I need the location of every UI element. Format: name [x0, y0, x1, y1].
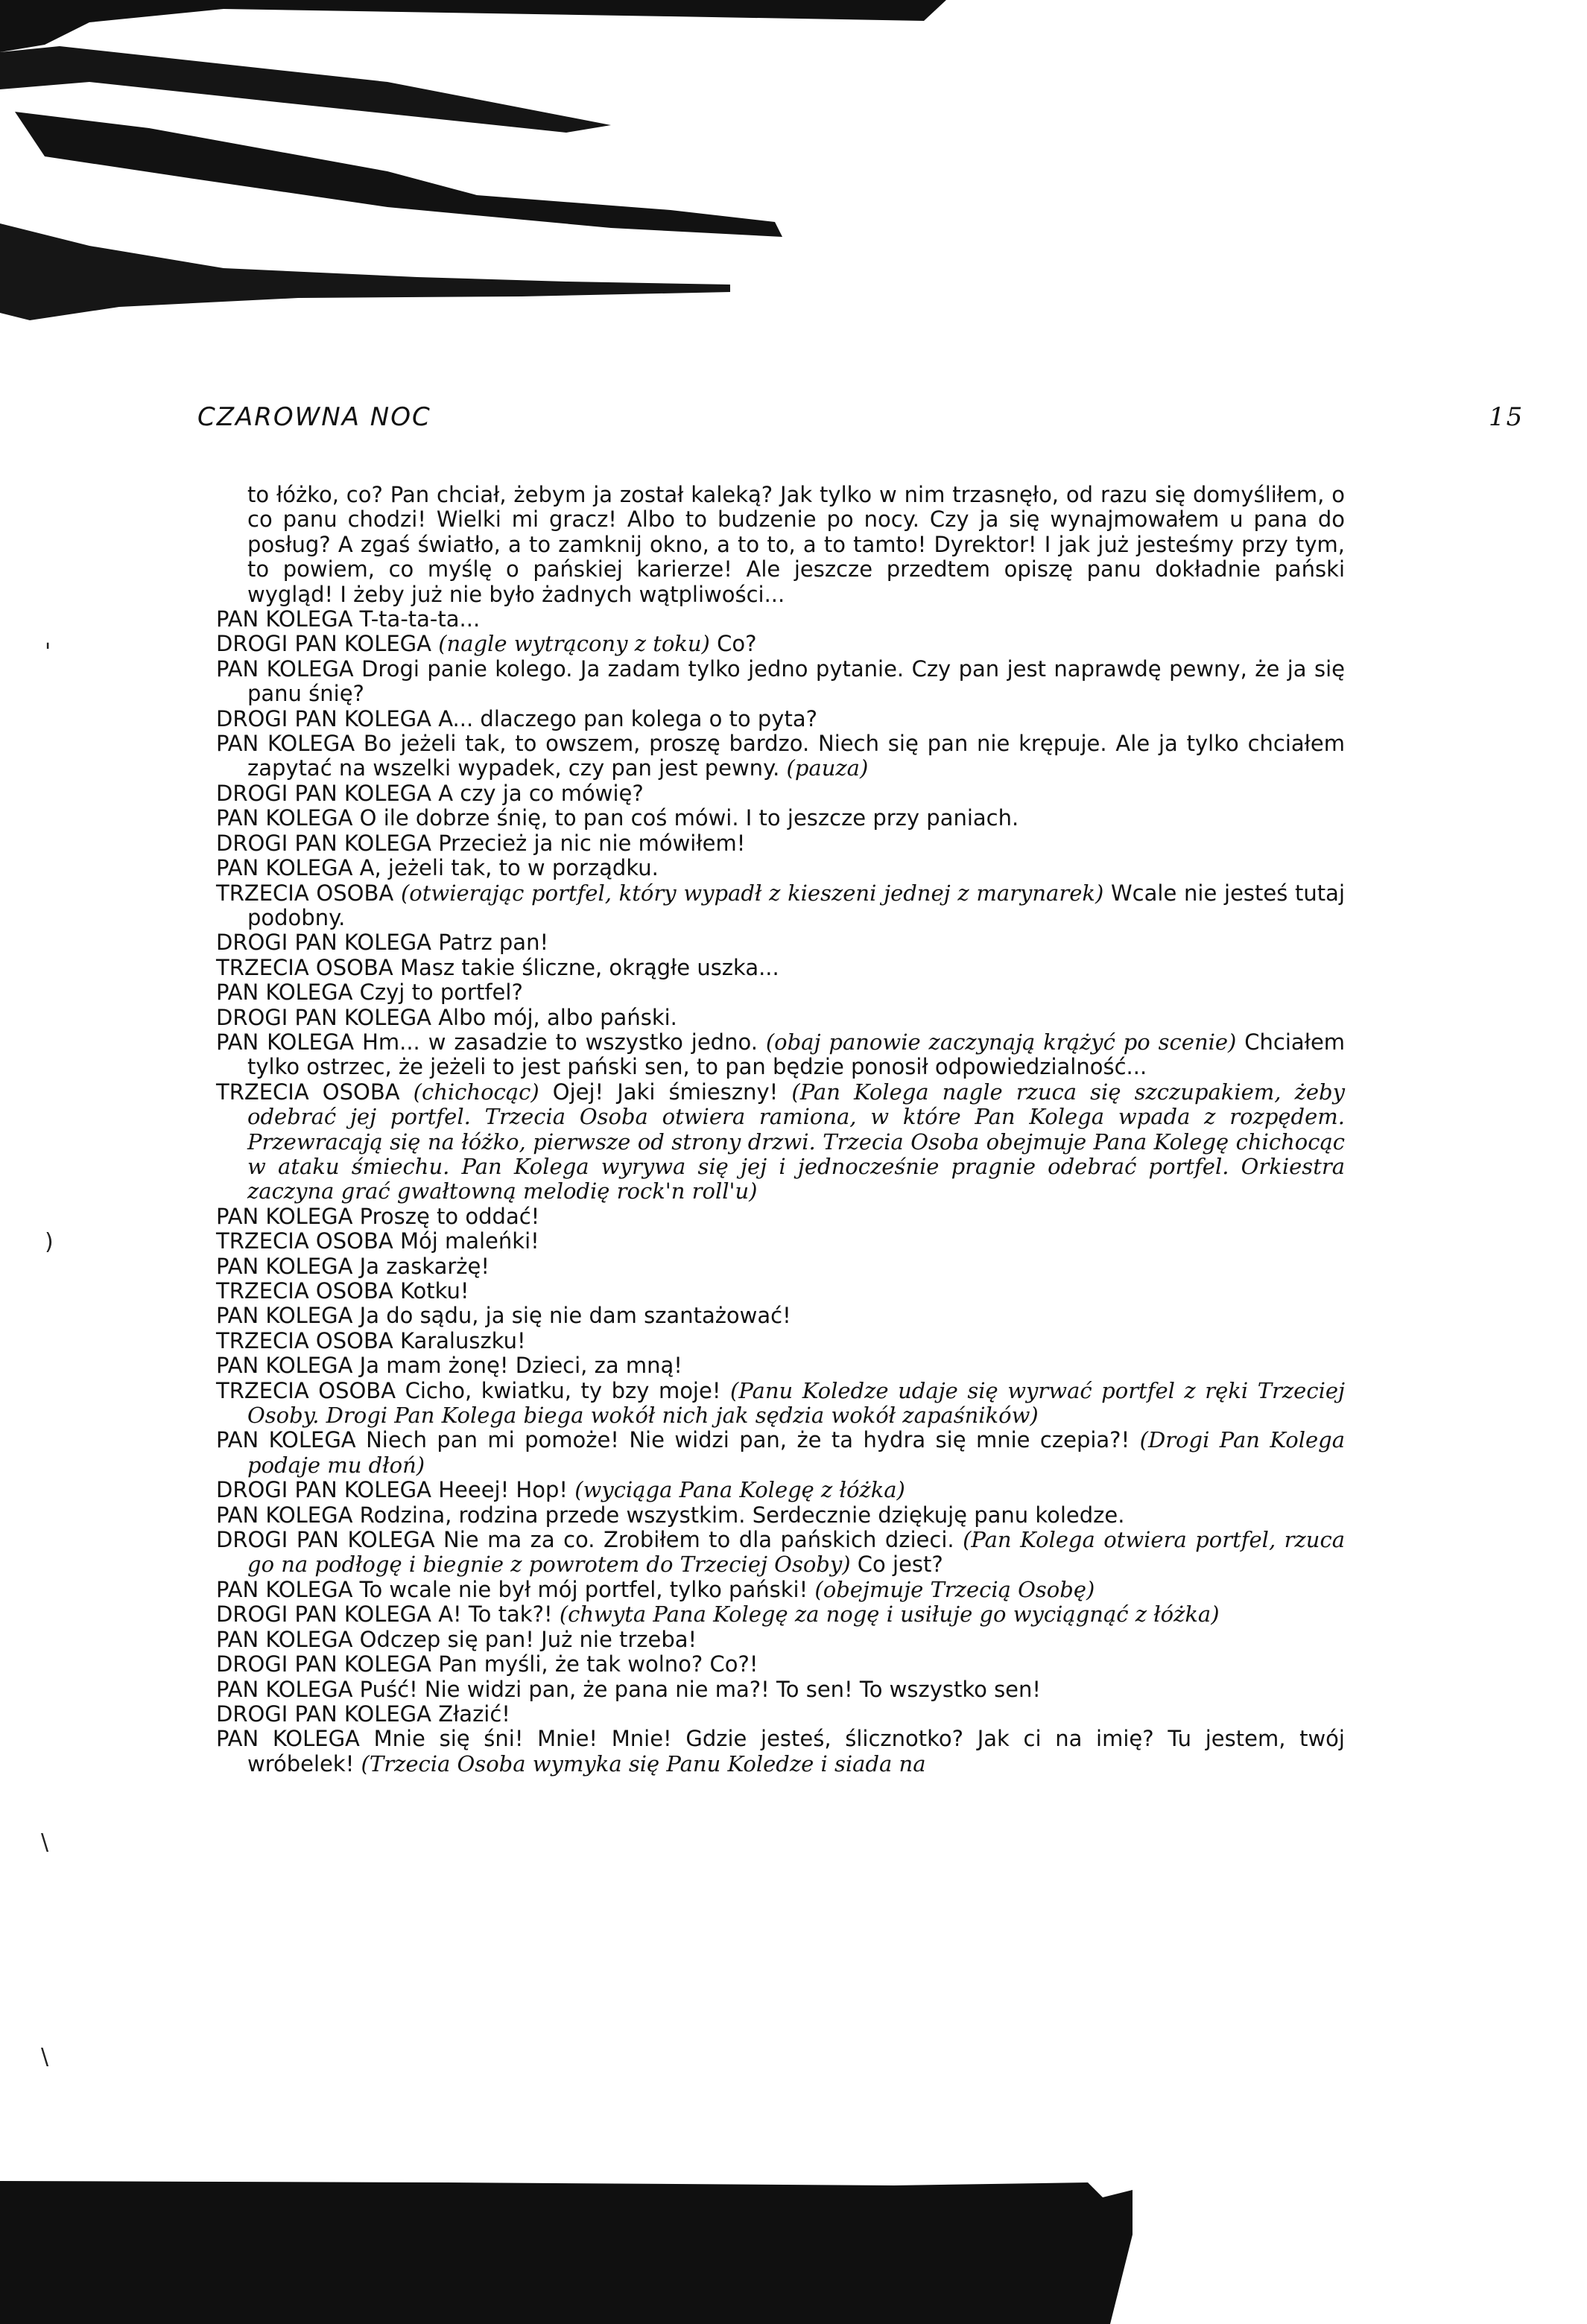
- speaker-name: PAN KOLEGA: [216, 1427, 356, 1453]
- line-text: Ja mam żonę! Dzieci, za mną!: [359, 1353, 682, 1379]
- margin-mark: \: [41, 1829, 49, 1855]
- speaker-name: TRZECIA OSOBA: [216, 1327, 393, 1353]
- line-text: Wcale nie jesteś tutaj podobny.: [247, 880, 1346, 930]
- stage-direction: (Pan Kolega otwiera portfel, rzuca go na podłogę i biegnie z powrotem do Trzeciej Osoby): [247, 1527, 1346, 1578]
- line-text: Niech pan mi pomoże! Nie widzi pan, że ta hydra się mnie czepia?!: [366, 1427, 1130, 1453]
- stage-direction: (chichocąc): [413, 1079, 539, 1105]
- bottom-edge-shadow: [0, 2181, 1133, 2324]
- running-head: [0, 402, 1587, 447]
- top-edge-shadow: [0, 0, 946, 52]
- speaker-name: PAN KOLEGA: [216, 805, 353, 831]
- line-text: Patrz pan!: [438, 930, 549, 956]
- speaker-name: DROGI PAN KOLEGA: [216, 1601, 431, 1628]
- dialogue-line: [216, 956, 1345, 980]
- speaker-name: PAN KOLEGA: [216, 1303, 353, 1329]
- stage-direction: (Panu Koledze udaje się wyrwać portfel z ręki Trzeciej Osoby. Drogi Pan Kolega biega wokół nich jak sędzia wokół zapaśników): [247, 1377, 1346, 1429]
- speaker-name: PAN KOLEGA: [216, 1576, 353, 1602]
- stage-direction: (Drogi Pan Kolega podaje mu dłoń): [247, 1427, 1346, 1478]
- dialogue-line: [216, 632, 1345, 656]
- stage-direction: (obejmuje Trzecią Osobę): [814, 1576, 1095, 1602]
- stage-direction: (pauza): [786, 755, 869, 781]
- dialogue-line: [216, 1304, 1345, 1328]
- stage-direction: (nagle wytrącony z toku): [438, 631, 710, 657]
- line-text: Tu jestem, twój wróbelek!: [247, 1726, 1345, 1777]
- speaker-name: PAN KOLEGA: [216, 980, 353, 1006]
- speaker-name: DROGI PAN KOLEGA: [216, 631, 431, 657]
- dialogue-line: [216, 781, 1345, 806]
- line-text: Przecież ja nic nie mówiłem!: [438, 830, 746, 856]
- line-text: Ja do sądu, ja się nie dam szantażować!: [359, 1303, 791, 1329]
- line-text: Ja zaskarżę!: [359, 1253, 490, 1279]
- line-text: A, jeżeli tak, to w porządku.: [359, 855, 659, 881]
- speaker-name: PAN KOLEGA: [216, 731, 355, 757]
- line-text: Czyj to portfel?: [359, 980, 523, 1006]
- line-text: Mój maleńki!: [399, 1228, 539, 1254]
- dialogue-line: [216, 1702, 1345, 1727]
- speaker-name: DROGI PAN KOLEGA: [216, 1477, 431, 1503]
- line-text: Proszę to oddać!: [359, 1203, 540, 1229]
- speaker-name: PAN KOLEGA: [216, 1626, 353, 1652]
- speaker-name: DROGI PAN KOLEGA: [216, 930, 431, 956]
- speaker-name: PAN KOLEGA: [216, 1253, 353, 1279]
- speaker-name: TRZECIA OSOBA: [216, 1228, 393, 1254]
- line-text: A! To tak?!: [438, 1601, 553, 1628]
- dialogue-line: [216, 1353, 1345, 1378]
- line-text: Hm... w zasadzie to wszystko jedno.: [362, 1029, 758, 1055]
- dialogue-line: [216, 856, 1345, 880]
- speaker-name: PAN KOLEGA: [216, 1029, 355, 1055]
- page-number: 15: [1489, 402, 1524, 432]
- speaker-name: DROGI PAN KOLEGA: [216, 1527, 435, 1553]
- dialogue-line: [216, 1578, 1345, 1602]
- line-text: Rodzina, rodzina przede wszystkim. Serdecznie dziękuję panu koledze.: [359, 1502, 1125, 1528]
- margin-mark: \: [41, 2044, 49, 2070]
- line-text: Co?: [717, 631, 757, 657]
- speaker-name: TRZECIA OSOBA: [216, 880, 394, 906]
- speaker-name: PAN KOLEGA: [216, 1353, 353, 1379]
- speaker-name: DROGI PAN KOLEGA: [216, 1701, 431, 1727]
- speaker-name: TRZECIA OSOBA: [216, 954, 393, 980]
- line-text: Mnie się śni! Mnie! Mnie! Gdzie jesteś, ślicznotko? Jak ci na imię?: [373, 1726, 1154, 1752]
- speaker-name: TRZECIA OSOBA: [216, 1278, 393, 1304]
- line-text: Chciałem tylko ostrzec, że jeżeli to jest pański sen, to pan będzie ponosił odpowiedzialność...: [247, 1029, 1346, 1080]
- speaker-name: PAN KOLEGA: [216, 655, 354, 682]
- dialogue-line: [216, 607, 1345, 632]
- line-text: Cicho, kwiatku, ty bzy moje!: [405, 1377, 721, 1403]
- line-text: Ojej! Jaki śmieszny!: [552, 1079, 779, 1105]
- stage-direction: (chwyta Pana Kolegę za nogę i usiłuje go wyciągnąć z łóżka): [559, 1601, 1220, 1628]
- dialogue-line: [216, 1478, 1345, 1502]
- dialogue-line: [216, 1602, 1345, 1627]
- dialogue-line: [216, 980, 1345, 1005]
- dialogue-line: [216, 930, 1345, 955]
- speaker-name: PAN KOLEGA: [216, 1676, 353, 1702]
- line-text: T-ta-ta-ta...: [359, 606, 481, 632]
- speaker-name: DROGI PAN KOLEGA: [216, 1004, 431, 1030]
- top-smear-1: [0, 46, 611, 133]
- speaker-name: PAN KOLEGA: [216, 1726, 360, 1752]
- dialogue-line: [216, 1229, 1345, 1254]
- speaker-name: DROGI PAN KOLEGA: [216, 830, 431, 856]
- stage-direction: (Trzecia Osoba wymyka się Panu Koledze i siada na: [361, 1750, 926, 1777]
- dialogue-line: [216, 707, 1345, 731]
- dialogue-line: [216, 1379, 1345, 1429]
- speaker-name: DROGI PAN KOLEGA: [216, 780, 431, 806]
- line-text: Odczep się pan! Już nie trzeba!: [359, 1626, 697, 1652]
- speaker-name: PAN KOLEGA: [216, 606, 353, 632]
- dialogue-line: [216, 1030, 1345, 1080]
- dialogue-line: [216, 657, 1345, 707]
- dialogue-line: [216, 881, 1345, 931]
- line-text: Masz takie śliczne, okrągłe uszka...: [399, 954, 779, 980]
- dialogue-line: [216, 1204, 1345, 1229]
- speaker-name: TRZECIA OSOBA: [216, 1377, 396, 1403]
- running-title: CZAROWNA NOC: [197, 402, 431, 432]
- speaker-name: TRZECIA OSOBA: [216, 1079, 400, 1105]
- dialogue-line: [216, 1677, 1345, 1702]
- speaker-name: PAN KOLEGA: [216, 855, 353, 881]
- line-text: A... dlaczego pan kolega o to pyta?: [438, 705, 817, 731]
- line-text: Drogi panie kolego. Ja zadam tylko jedno pytanie. Czy pan jest naprawdę pewny, że ja się panu śnię?: [247, 655, 1346, 707]
- dialogue-line: [216, 1503, 1345, 1528]
- line-text: to łóżko, co? Pan chciał, żebym ja został kaleką? Jak tylko w nim trzasnęło, od razu się domyśliłem, o co panu chodzi! Wielki mi gracz! Albo to budzenie po nocy. Czy ja się wynajmowałem u pana do posług? A zgaś światło, a to zamknij okno, a to to, a to tamto! Dyrektor! I jak już jesteśmy przy tym, to powiem, co myślę o pańskiej karierze! Ale jeszcze przedtem opiszę panu dokładnie pański wygląd! I żeby już nie było żadnych wątpliwości...: [247, 482, 1345, 607]
- speaker-name: DROGI PAN KOLEGA: [216, 705, 431, 731]
- line-text: A czy ja co mówię?: [438, 780, 644, 806]
- dialogue-line: [216, 1254, 1345, 1279]
- margin-mark: ): [45, 1229, 54, 1255]
- dialogue-line: [216, 806, 1345, 831]
- stage-direction: (otwierając portfel, który wypadł z kieszeni jednej z marynarek): [400, 880, 1104, 906]
- stage-direction: (obaj panowie zaczynają krążyć po scenie): [765, 1029, 1237, 1055]
- line-text: O ile dobrze śnię, to pan coś mówi. I to jeszcze przy paniach.: [359, 805, 1019, 831]
- line-text: Co jest?: [857, 1552, 943, 1578]
- top-smear-2: [15, 112, 782, 237]
- dialogue-line: [216, 1080, 1345, 1204]
- dialogue-line: [216, 1329, 1345, 1353]
- top-smear-3: [0, 223, 730, 320]
- stage-direction: (wyciąga Pana Kolegę z łóżka): [574, 1477, 905, 1503]
- dialogue-line: [216, 1006, 1345, 1030]
- dialogue-line: [216, 1428, 1345, 1478]
- line-text: Złazić!: [438, 1701, 510, 1727]
- line-text: Puść! Nie widzi pan, że pana nie ma?! To sen! To wszystko sen!: [359, 1676, 1042, 1702]
- dialogue-line: [216, 731, 1345, 781]
- line-text: Pan myśli, że tak wolno? Co?!: [438, 1651, 758, 1677]
- dialogue-line: [216, 1628, 1345, 1652]
- speaker-name: PAN KOLEGA: [216, 1502, 353, 1528]
- dialogue-line: [216, 1727, 1345, 1777]
- line-text: Karaluszku!: [399, 1327, 526, 1353]
- dialogue-continuation: [216, 483, 1345, 607]
- speaker-name: PAN KOLEGA: [216, 1203, 353, 1229]
- margin-mark: ': [45, 639, 51, 665]
- line-text: To wcale nie był mój portfel, tylko pański!: [359, 1576, 808, 1602]
- speaker-name: DROGI PAN KOLEGA: [216, 1651, 431, 1677]
- line-text: Nie ma za co. Zrobiłem to dla pańskich dzieci.: [443, 1527, 954, 1553]
- dialogue-line: [216, 1652, 1345, 1677]
- line-text: Bo jeżeli tak, to owszem, proszę bardzo. Niech się pan nie krępuje. Ale ja tylko chciałem zapytać na wszelki wypadek, czy pan jest pewny.: [247, 731, 1345, 781]
- line-text: Albo mój, albo pański.: [438, 1004, 677, 1030]
- dialogue-line: [216, 831, 1345, 856]
- line-text: Heeej! Hop!: [438, 1477, 568, 1503]
- play-text: [216, 483, 1345, 1777]
- line-text: Kotku!: [399, 1278, 469, 1304]
- dialogue-line: [216, 1528, 1345, 1578]
- dialogue-line: [216, 1279, 1345, 1304]
- stage-direction: (Pan Kolega nagle rzuca się szczupakiem, żeby odebrać jej portfel. Trzecia Osoba otwiera ramiona, w które Pan Kolega wpada z rozpędem. Przewracają się na łóżko, pierwsze od strony drzwi. Trzecia Osoba obejmuje Pana Kolegę chichocąc w ataku śmiechu. Pan Kolega wyrywa się jej i jednocześnie pragnie odebrać portfel. Orkiestra zaczyna grać gwałtowną melodię rock'n roll'u): [247, 1079, 1346, 1204]
